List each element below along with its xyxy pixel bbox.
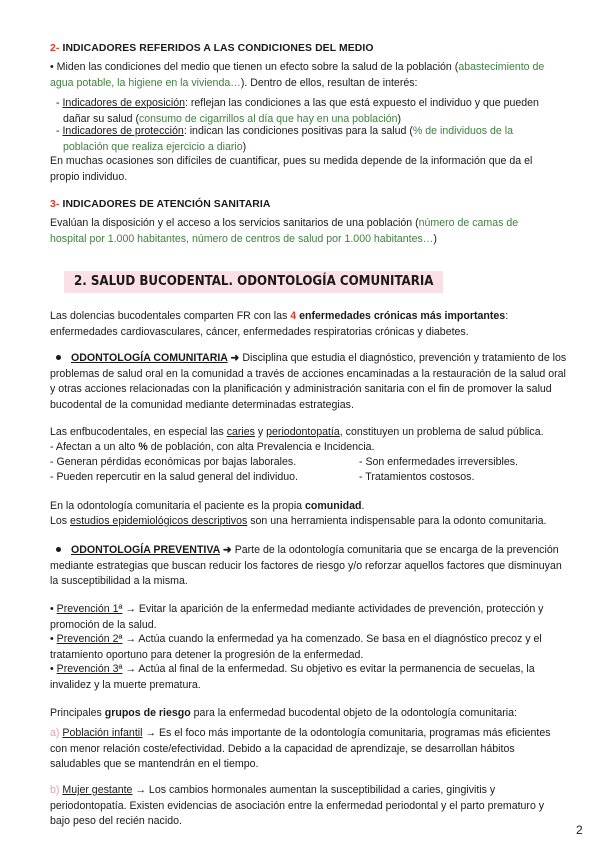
paragraph-estudios — [50, 514, 580, 530]
arrow-icon: ➜ — [219, 544, 235, 556]
section-medio-heading — [50, 41, 374, 57]
highlight-number: 4 — [290, 310, 297, 322]
paragraph-problema — [50, 425, 570, 441]
term: periodontopatía — [266, 426, 340, 438]
dash: - — [56, 125, 63, 137]
text: En la odontología comunitaria el paciente es la propia — [50, 500, 306, 512]
text: son una herramienta indispensable para la odonto comunitaria. — [247, 515, 547, 527]
term: estudios epidemiológicos descriptivos — [70, 515, 248, 527]
example-text: abastecimiento de agua potable, la higiene en la vivienda… — [50, 61, 545, 89]
bullet: • — [50, 663, 57, 675]
paragraph-poblacion-infantil — [50, 726, 560, 773]
list-letter: b) — [50, 784, 60, 796]
term: Mujer gestante — [62, 784, 133, 796]
term: ODONTOLOGÍA COMUNITARIA — [71, 352, 228, 364]
list-item — [50, 440, 375, 456]
list-item-prevencion-1 — [50, 602, 575, 633]
term: Prevención 2ª — [56, 633, 123, 645]
list-item-prevencion-2 — [50, 632, 575, 663]
text: Principales — [50, 707, 105, 719]
term: Población infantil — [62, 727, 143, 739]
text: para la enfermedad bucodental objeto de la odontología comunitaria: — [190, 707, 517, 719]
bold-text: grupos de riesgo — [104, 707, 191, 719]
bold-text: comunidad — [305, 500, 362, 512]
bold-text: enfermedades crónicas más importantes — [296, 310, 506, 322]
paragraph-grupos — [50, 706, 575, 722]
section-number: 2- — [50, 43, 60, 54]
term: Indicadores de protección — [62, 125, 184, 137]
text: Disciplina que estudia el diagnóstico, prevención y tratamiento de los problemas de salud oral en la comunidad a través de acciones encaminadas a la restauración de la salud oral y otras acciones relacionadas con la planificación y administración sanitaria con el fin de promover la salud bucodental de la comunidad mediante determinadas estrategias. — [50, 352, 567, 411]
bullet-icon — [56, 355, 61, 360]
bullet: • — [50, 633, 57, 645]
arrow-icon: ➜ — [227, 352, 243, 364]
text: Parte de la odontología comunitaria que se encarga de la prevención mediante estrategias que buscan reducir los factores de riesgo y/o reforzar aquellos factores que disminuyan la susceptibilidad a la misma. — [50, 544, 562, 587]
text: : indican las condiciones positivas para la salud ( — [183, 125, 413, 137]
paragraph-intro — [50, 309, 560, 340]
paragraph-comunidad — [50, 499, 570, 515]
text: • Miden las condiciones del medio que tienen un efecto sobre la salud de la población ( — [50, 61, 459, 73]
section-atencion-heading — [50, 197, 271, 213]
paragraph-medio-intro — [50, 60, 550, 91]
text: Evalúan la disposición y el acceso a los servicios sanitarios de una población ( — [50, 217, 419, 229]
paragraph-proteccion — [56, 124, 553, 155]
text: → Actúa al final de la enfermedad. Su objetivo es evitar la permanencia de secuelas, la invalidez y la muerte prematura. — [50, 663, 535, 691]
paragraph-odontologia-comunitaria — [50, 351, 570, 413]
term: caries — [226, 426, 255, 438]
example-text: número de camas de hospital por 1.000 habitantes, número de centros de salud por 1.000 habitantes… — [50, 217, 519, 245]
bold-text: % — [138, 441, 148, 453]
text: . — [361, 500, 365, 512]
text: ) — [242, 140, 247, 153]
list-item: - Generan pérdidas económicas por bajas laborales. — [50, 456, 297, 468]
example-text: % de individuos de la población que realiza ejercicio a diario — [63, 125, 514, 153]
term: Prevención 1ª — [56, 603, 123, 615]
text: → Es el foco más importante de la odontología comunitaria, programas más eficientes con menor relación coste/efectividad. Debido a la capacidad de aprendizaje, se desarrollan hábitos saludables que se mantendrán en el tiempo. — [50, 727, 551, 770]
term: Indicadores de exposición — [62, 97, 185, 109]
text: : reflejan las condiciones a las que está expuesto el individuo y que pueden dañar su salud ( — [63, 97, 539, 125]
paragraph-odontologia-preventiva — [50, 543, 570, 590]
page-title: 2. SALUD BUCODENTAL. ODONTOLOGÍA COMUNITARIA — [64, 271, 443, 293]
text: ) — [397, 112, 402, 125]
example-text: consumo de cigarrillos al día que hay en una población — [138, 112, 398, 125]
section-title: INDICADORES DE ATENCIÓN SANITARIA — [62, 199, 271, 210]
text: → Evitar la aparición de la enfermedad mediante actividades de prevención, protección y promoción de la salud. — [50, 603, 544, 631]
text: Las dolencias bucodentales comparten FR con las — [50, 310, 291, 322]
list-item-prevencion-3 — [50, 662, 575, 693]
term: Prevención 3ª — [56, 663, 123, 675]
text: Los — [50, 515, 71, 527]
text: y — [254, 426, 267, 438]
text: : enfermedades cardiovasculares, cáncer, enfermedades respiratorias crónicas y diabetes. — [50, 310, 509, 338]
text: → Actúa cuando la enfermedad ya ha comenzado. Se basa en el diagnóstico precoz y el tratamiento oportuno para detener la progresión de la enfermedad. — [50, 633, 542, 661]
paragraph-medio-note: En muchas ocasiones son difíciles de cuantificar, pues su medida depende de la información que da el propio individuo. — [50, 155, 533, 183]
bullet: • — [50, 603, 57, 615]
list-item: - Pueden repercutir en la salud general del individuo. — [50, 471, 298, 483]
text: ) — [433, 232, 437, 245]
section-number: 3- — [50, 199, 60, 210]
text: , constituyen un problema de salud pública. — [339, 426, 544, 438]
paragraph-mujer-gestante — [50, 783, 560, 830]
bullet-icon — [56, 547, 61, 552]
list-item: - Tratamientos costosos. — [359, 471, 475, 483]
dash: - — [56, 97, 63, 109]
text: - Afectan a un alto — [50, 441, 139, 453]
text: de población, con alta Prevalencia e Incidencia. — [147, 441, 375, 453]
list-item: - Son enfermedades irreversibles. — [359, 456, 518, 468]
page-number: 2 — [576, 823, 583, 837]
text: → Los cambios hormonales aumentan la susceptibilidad a caries, gingivitis y periodontopatía. Existen evidencias de asociación entre la enfermedad periodontal y el parto prematuro y bajo peso del recién nacido. — [50, 784, 545, 827]
text: Las enfbucodentales, en especial las — [50, 426, 227, 438]
section-title: INDICADORES REFERIDOS A LAS CONDICIONES DEL MEDIO — [62, 43, 374, 54]
paragraph-atencion — [50, 216, 550, 247]
paragraph-exposicion — [56, 96, 553, 127]
term: ODONTOLOGÍA PREVENTIVA — [71, 544, 220, 556]
text: ). Dentro de ellos, resultan de interés: — [240, 76, 418, 89]
list-letter: a) — [50, 727, 60, 739]
